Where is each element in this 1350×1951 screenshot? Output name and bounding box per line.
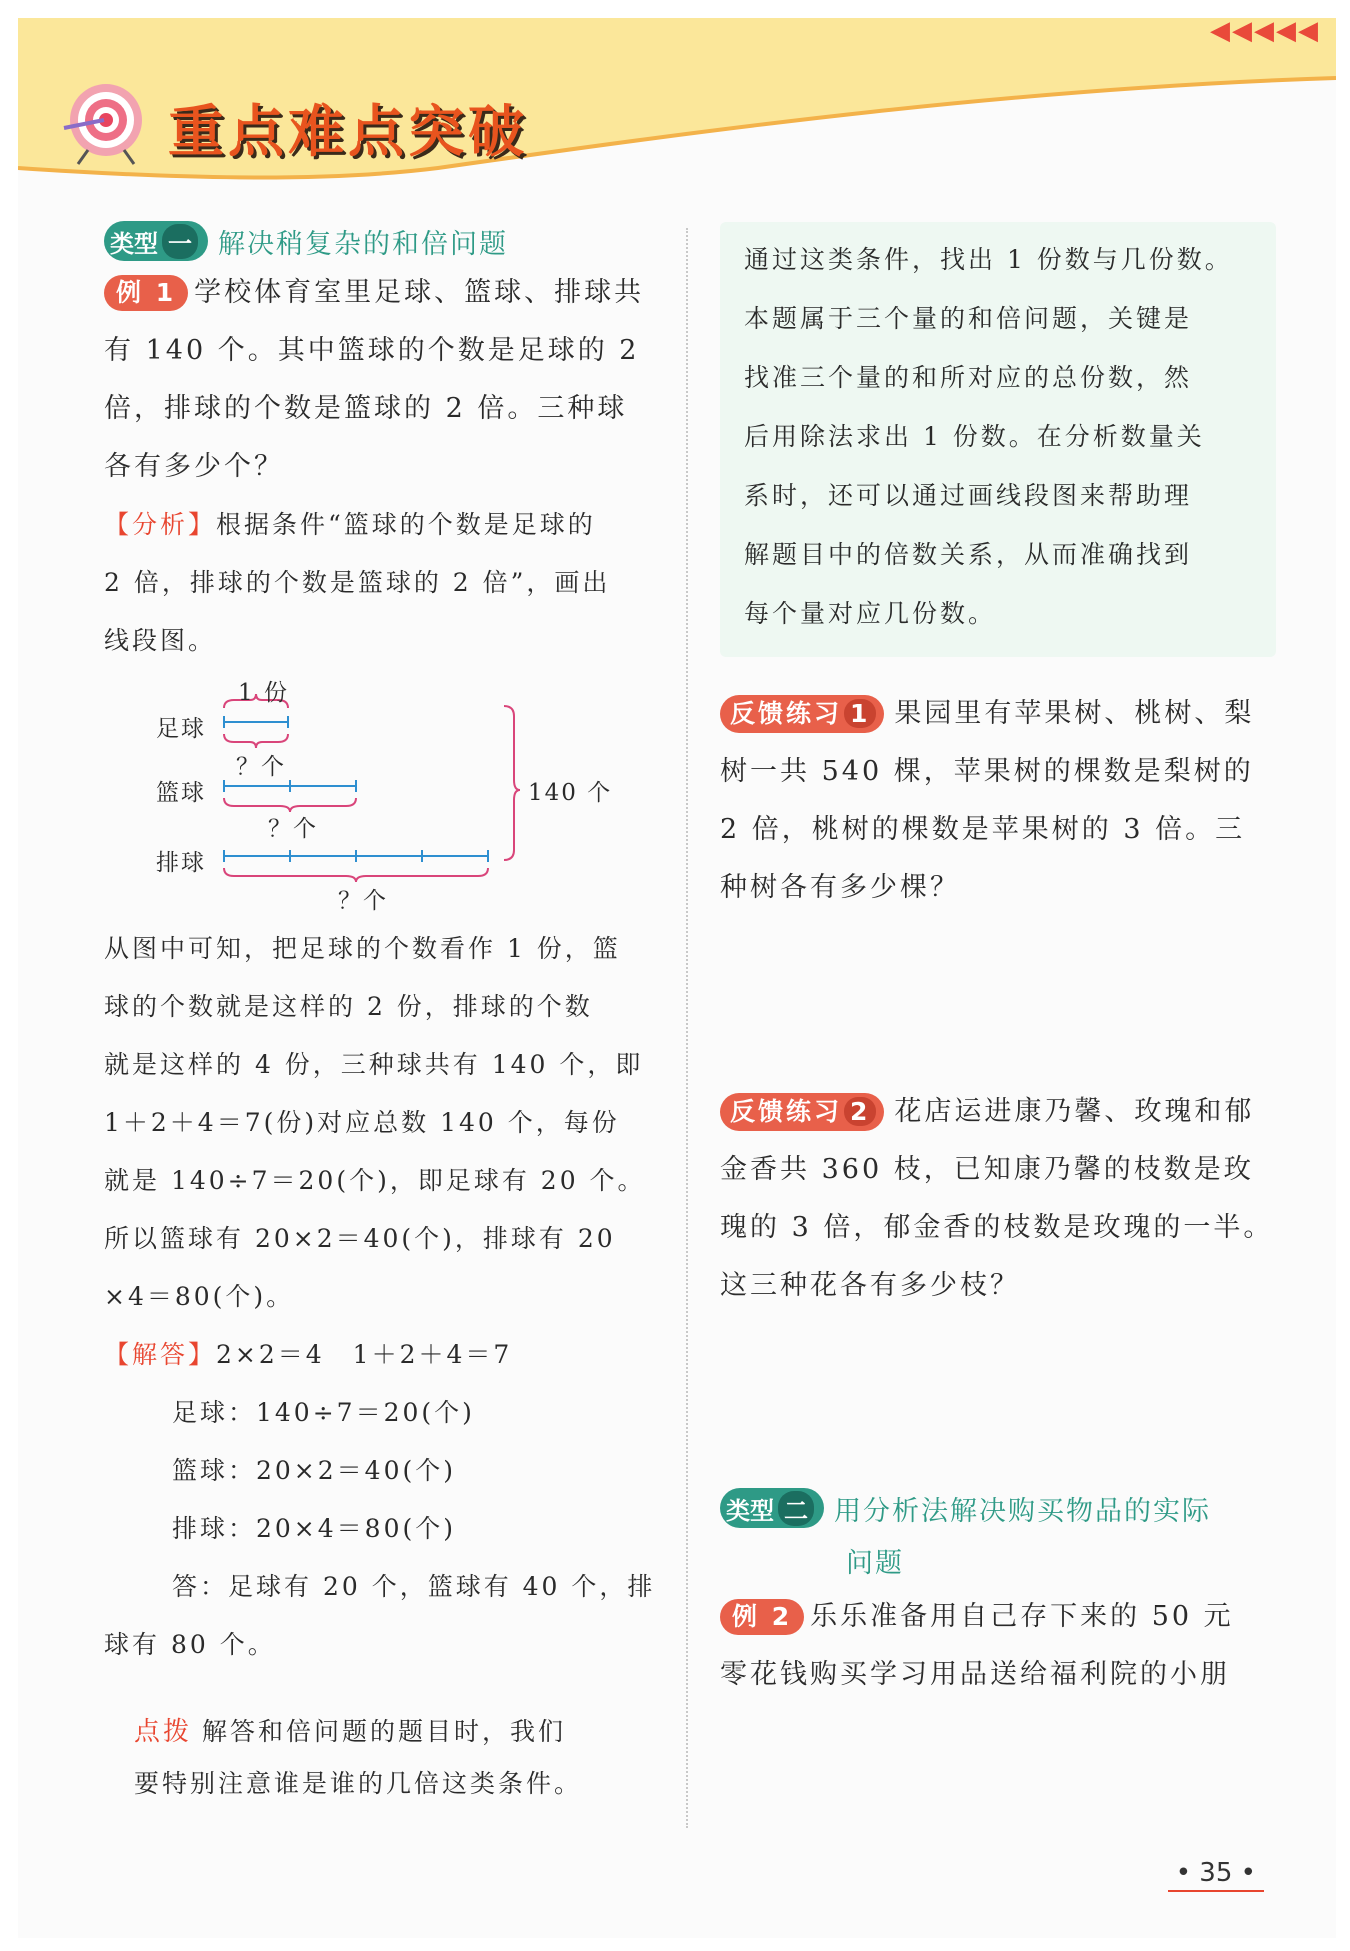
- feedback2-line: 金香共 360 枝，已知康乃馨的枝数是玫: [720, 1154, 1254, 1185]
- diagram-question-football: ？个: [236, 754, 286, 780]
- analysis-line: 根据条件“篮球的个数是足球的: [216, 510, 596, 539]
- answer-space-2[interactable]: [720, 1315, 1280, 1485]
- feedback2: [720, 1083, 1280, 1315]
- answer-step: 排球：20×4＝80(个): [172, 1514, 456, 1543]
- type1-badge: [104, 221, 208, 261]
- feedback2-badge-label: 反馈练习: [730, 1097, 843, 1126]
- analysis-label: 【分析】: [104, 510, 217, 539]
- diagram-label-basketball: 篮球: [156, 780, 206, 806]
- example2-badge: 例 2: [720, 1599, 804, 1635]
- feedback1-line: 2 倍，桃树的棵数是苹果树的 3 倍。三: [720, 814, 1246, 845]
- explain-line: 1＋2＋4＝7(份)对应总数 140 个，每份: [104, 1108, 620, 1137]
- feedback2-text: [720, 1083, 1280, 1315]
- feedback1-badge: [720, 695, 884, 733]
- note-line: 找准三个量的和所对应的总份数，然: [744, 363, 1193, 392]
- tip-label: 点拨: [134, 1717, 193, 1747]
- diagram-question-basketball: ？个: [268, 816, 318, 842]
- answer-space-1[interactable]: [720, 917, 1280, 1055]
- answer-conclusion: 球有 80 个。: [104, 1630, 276, 1659]
- example2-line: 乐乐准备用自己存下来的 50 元: [810, 1601, 1234, 1632]
- example1-line: 学校体育室里足球、篮球、排球共: [194, 277, 645, 308]
- feedback1: [720, 685, 1280, 917]
- page-number: • 35 •: [1168, 1858, 1264, 1892]
- feedback2-line: 瑰的 3 倍，郁金香的枝数是玫瑰的一半。: [720, 1212, 1274, 1243]
- tip-line: 要特别注意谁是谁的几倍这类条件。: [134, 1769, 583, 1798]
- answer-label: 【解答】: [104, 1340, 217, 1369]
- explain-line: ×4＝80(个)。: [104, 1282, 295, 1311]
- explain-line: 所以篮球有 20×2＝40(个)，排球有 20: [104, 1224, 616, 1253]
- feedback2-line: 这三种花各有多少枝？: [720, 1270, 1020, 1301]
- feedback2-badge-number: 2: [844, 1097, 876, 1126]
- explanation-text: [104, 920, 664, 1326]
- feedback1-text: [720, 685, 1280, 917]
- arrow-decoration: ◀◀◀◀◀: [1210, 16, 1320, 46]
- note-line: 通过这类条件，找出 1 份数与几份数。: [744, 245, 1233, 274]
- analysis-text: [104, 496, 664, 670]
- feedback2-line: 花店运进康乃馨、玫瑰和郁: [894, 1096, 1255, 1127]
- answer-block: [104, 1326, 664, 1674]
- note-line: 解题目中的倍数关系，从而准确找到: [744, 540, 1193, 569]
- note-line: 后用除法求出 1 份数。在分析数量关: [744, 422, 1205, 451]
- type2-badge-label: 类型: [726, 1496, 774, 1525]
- diagram-total: 140 个: [528, 780, 613, 806]
- answer-first: 2×2＝4 1＋2＋4＝7: [216, 1340, 513, 1369]
- analysis-line: 2 倍，排球的个数是篮球的 2 倍”，画出: [104, 568, 611, 597]
- answer-step: 篮球：20×2＝40(个): [172, 1456, 456, 1485]
- diagram-question-volleyball: ？个: [338, 888, 388, 914]
- note-line: 系时，还可以通过画线段图来帮助理: [744, 481, 1193, 510]
- analysis-line: 线段图。: [104, 626, 217, 655]
- line-segment-diagram: [104, 670, 664, 920]
- type1-badge-label: 类型: [110, 229, 158, 258]
- explain-line: 从图中可知，把足球的个数看作 1 份，篮: [104, 934, 621, 963]
- example1-line: 有 140 个。其中篮球的个数是足球的 2: [104, 335, 640, 366]
- example1-badge: 例 1: [104, 275, 188, 311]
- example1-text: [104, 264, 664, 496]
- type1-badge-number: 一: [162, 224, 198, 259]
- target-icon: [58, 78, 148, 168]
- type1-title: 解决稍复杂的和倍问题: [218, 228, 508, 260]
- feedback2-badge: [720, 1093, 884, 1131]
- diagram-one-part: 1 份: [238, 680, 289, 706]
- note-line: 每个量对应几份数。: [744, 599, 997, 628]
- type1-heading: [104, 218, 664, 264]
- type2-section: [720, 1485, 1280, 1704]
- page-title: 重点难点突破: [168, 100, 528, 165]
- type2-title: 用分析法解决购买物品的实际: [834, 1495, 1211, 1527]
- feedback1-line: 树一共 540 棵，苹果树的棵数是梨树的: [720, 756, 1254, 787]
- feedback1-badge-number: 1: [844, 699, 876, 728]
- type2-heading: [720, 1485, 1280, 1531]
- left-column: [104, 218, 664, 1810]
- example2-line: 零花钱购买学习用品送给福利院的小朋: [720, 1659, 1230, 1690]
- feedback1-line: 种树各有多少棵？: [720, 872, 960, 903]
- diagram-label-volleyball: 排球: [156, 850, 206, 876]
- explain-line: 就是这样的 4 份，三种球共有 140 个，即: [104, 1050, 644, 1079]
- feedback1-badge-label: 反馈练习: [730, 699, 843, 728]
- right-column: [720, 222, 1280, 1704]
- answer-step: 足球：140÷7＝20(个): [172, 1398, 475, 1427]
- column-divider: [686, 228, 688, 1828]
- tip-line: 解答和倍问题的题目时，我们: [202, 1717, 567, 1746]
- example1-line: 倍，排球的个数是篮球的 2 倍。三种球: [104, 393, 628, 424]
- type2-title-continued: 问题: [846, 1548, 904, 1579]
- example2-text: [720, 1588, 1280, 1704]
- explain-line: 就是 140÷7＝20(个)，即足球有 20 个。: [104, 1166, 646, 1195]
- explain-line: 球的个数就是这样的 2 份，排球的个数: [104, 992, 593, 1021]
- diagram-label-football: 足球: [156, 716, 206, 742]
- type2-badge-number: 二: [778, 1491, 814, 1526]
- note-box: [720, 222, 1276, 657]
- feedback1-line: 果园里有苹果树、桃树、梨: [894, 698, 1255, 729]
- type2-badge: [720, 1488, 824, 1528]
- example1-line: 各有多少个？: [104, 451, 284, 482]
- answer-conclusion: 答：足球有 20 个，篮球有 40 个，排: [172, 1572, 656, 1601]
- note-text: [744, 230, 1260, 643]
- tip-box: [104, 1694, 664, 1810]
- tip-text: [134, 1706, 664, 1810]
- note-line: 本题属于三个量的和倍问题，关键是: [744, 304, 1193, 333]
